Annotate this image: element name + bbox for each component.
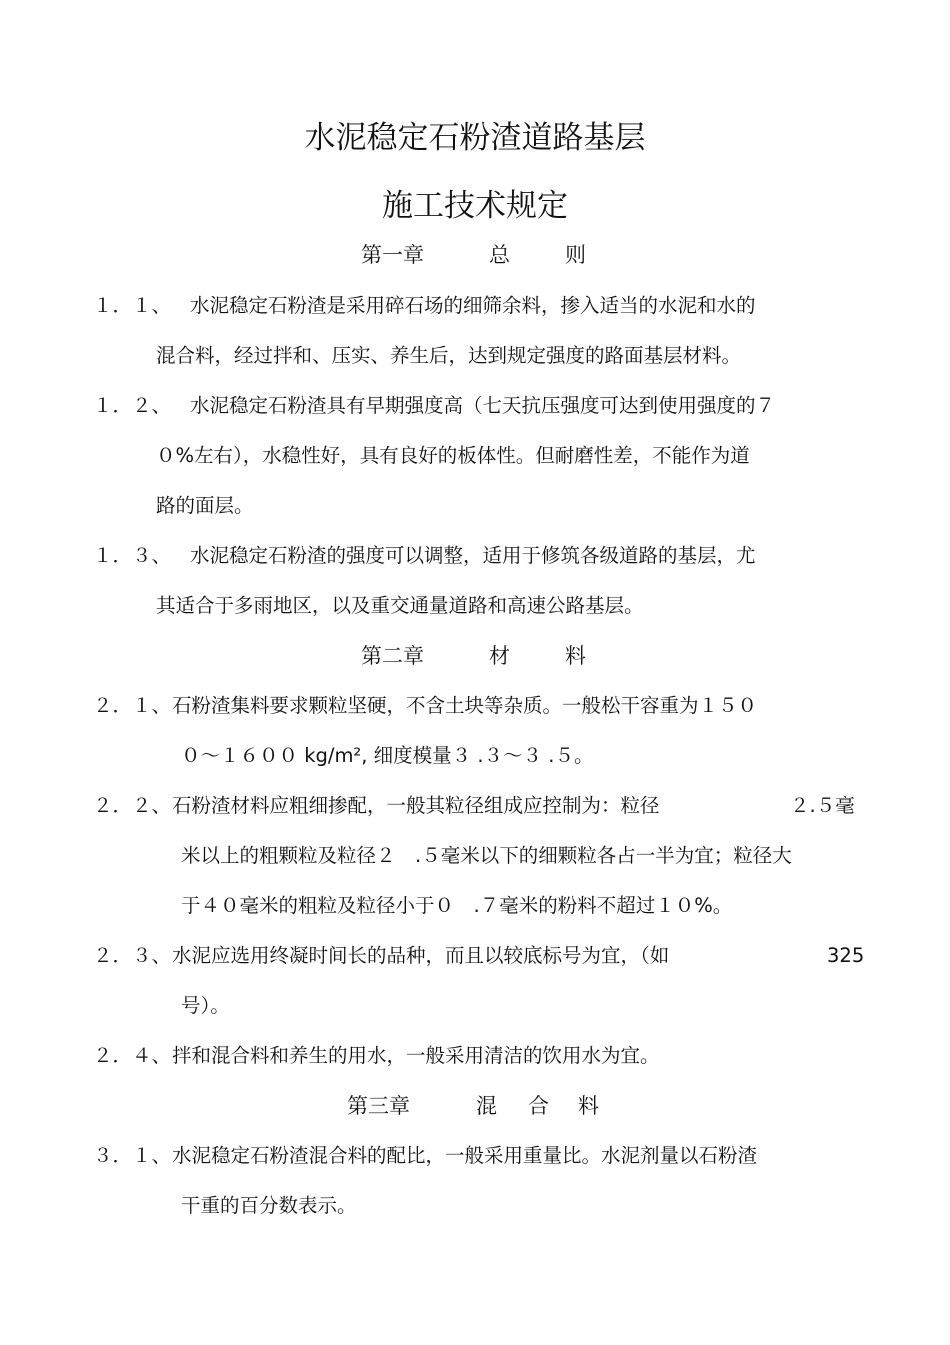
- clause-text-line: 石粉渣集料要求颗粒坚硬，不含土块等杂质。一般松干容重为１５０: [172, 694, 758, 717]
- chapter-label: 第二章: [361, 644, 424, 668]
- clause-text-line: 水泥稳定石粉渣具有早期强度高（七天抗压强度可达到使用强度的７: [190, 394, 776, 417]
- document-title-line2: 施工技术规定: [382, 188, 568, 224]
- clause-number: ２．２、: [93, 794, 172, 817]
- clause-text-line: 拌和混合料和养生的用水，一般采用清洁的饮用水为宜。: [172, 1044, 660, 1067]
- chapter-name-char: 料: [578, 1094, 599, 1118]
- chapter-name-char: 混: [476, 1094, 497, 1118]
- clause-text-line: 混合料，经过拌和、压实、养生后，达到规定强度的路面基层材料。: [156, 344, 742, 367]
- clause-text-line: ０～１６００ kg/m², 细度模量３ .３～３ .５。: [181, 744, 594, 767]
- chapter-label: 第三章: [347, 1094, 410, 1118]
- clause-text-line: 路的面层。: [156, 494, 254, 517]
- chapter-label: 第一章: [361, 243, 424, 267]
- clause-text-line: 号）。: [181, 994, 230, 1017]
- clause-number: １．１、: [93, 294, 172, 317]
- clause-text-line: 水泥稳定石粉渣是采用碎石场的细筛余料，掺入适当的水泥和水的: [190, 294, 756, 317]
- chapter-name-char: 合: [528, 1094, 549, 1118]
- clause-text-line: 水泥稳定石粉渣混合料的配比，一般采用重量比。水泥剂量以石粉渣: [172, 1144, 758, 1167]
- chapter-name-char: 总: [489, 243, 510, 267]
- document-title-line1: 水泥稳定石粉渣道路基层: [304, 120, 646, 156]
- clause-text-line: 干重的百分数表示。: [181, 1194, 357, 1217]
- clause-text-line: ０%左右），水稳性好，具有良好的板体性。但耐磨性差，不能作为道: [156, 444, 750, 467]
- clause-number: ３．１、: [93, 1144, 172, 1167]
- clause-text-line: 于４０毫米的粗粒及粒径小于０ .７毫米的粉料不超过１０%。: [181, 894, 733, 917]
- clause-text-line: 水泥应选用终凝时间长的品种，而且以较底标号为宜，（如: [172, 944, 670, 967]
- clause-text-tail: 325: [827, 944, 865, 967]
- clause-number: １．３、: [93, 544, 172, 567]
- clause-number: １．２、: [93, 394, 172, 417]
- clause-number: ２．３、: [93, 944, 172, 967]
- clause-text-tail: ２.５毫: [790, 794, 855, 817]
- chapter-name-char: 则: [565, 243, 586, 267]
- clause-number: ２．１、: [93, 694, 172, 717]
- clause-text-line: 其适合于多雨地区，以及重交通量道路和高速公路基层。: [156, 594, 644, 617]
- clause-number: ２．４、: [93, 1044, 172, 1067]
- chapter-name-char: 料: [565, 644, 586, 668]
- clause-text-line: 水泥稳定石粉渣的强度可以调整，适用于修筑各级道路的基层，尤: [190, 544, 756, 567]
- clause-text-line: 石粉渣材料应粗细掺配，一般其粒径组成应控制为：粒径: [172, 794, 660, 817]
- chapter-name-char: 材: [489, 644, 510, 668]
- clause-text-line: 米以上的粗颗粒及粒径２ .５毫米以下的细颗粒各占一半为宜；粒径大: [181, 844, 792, 867]
